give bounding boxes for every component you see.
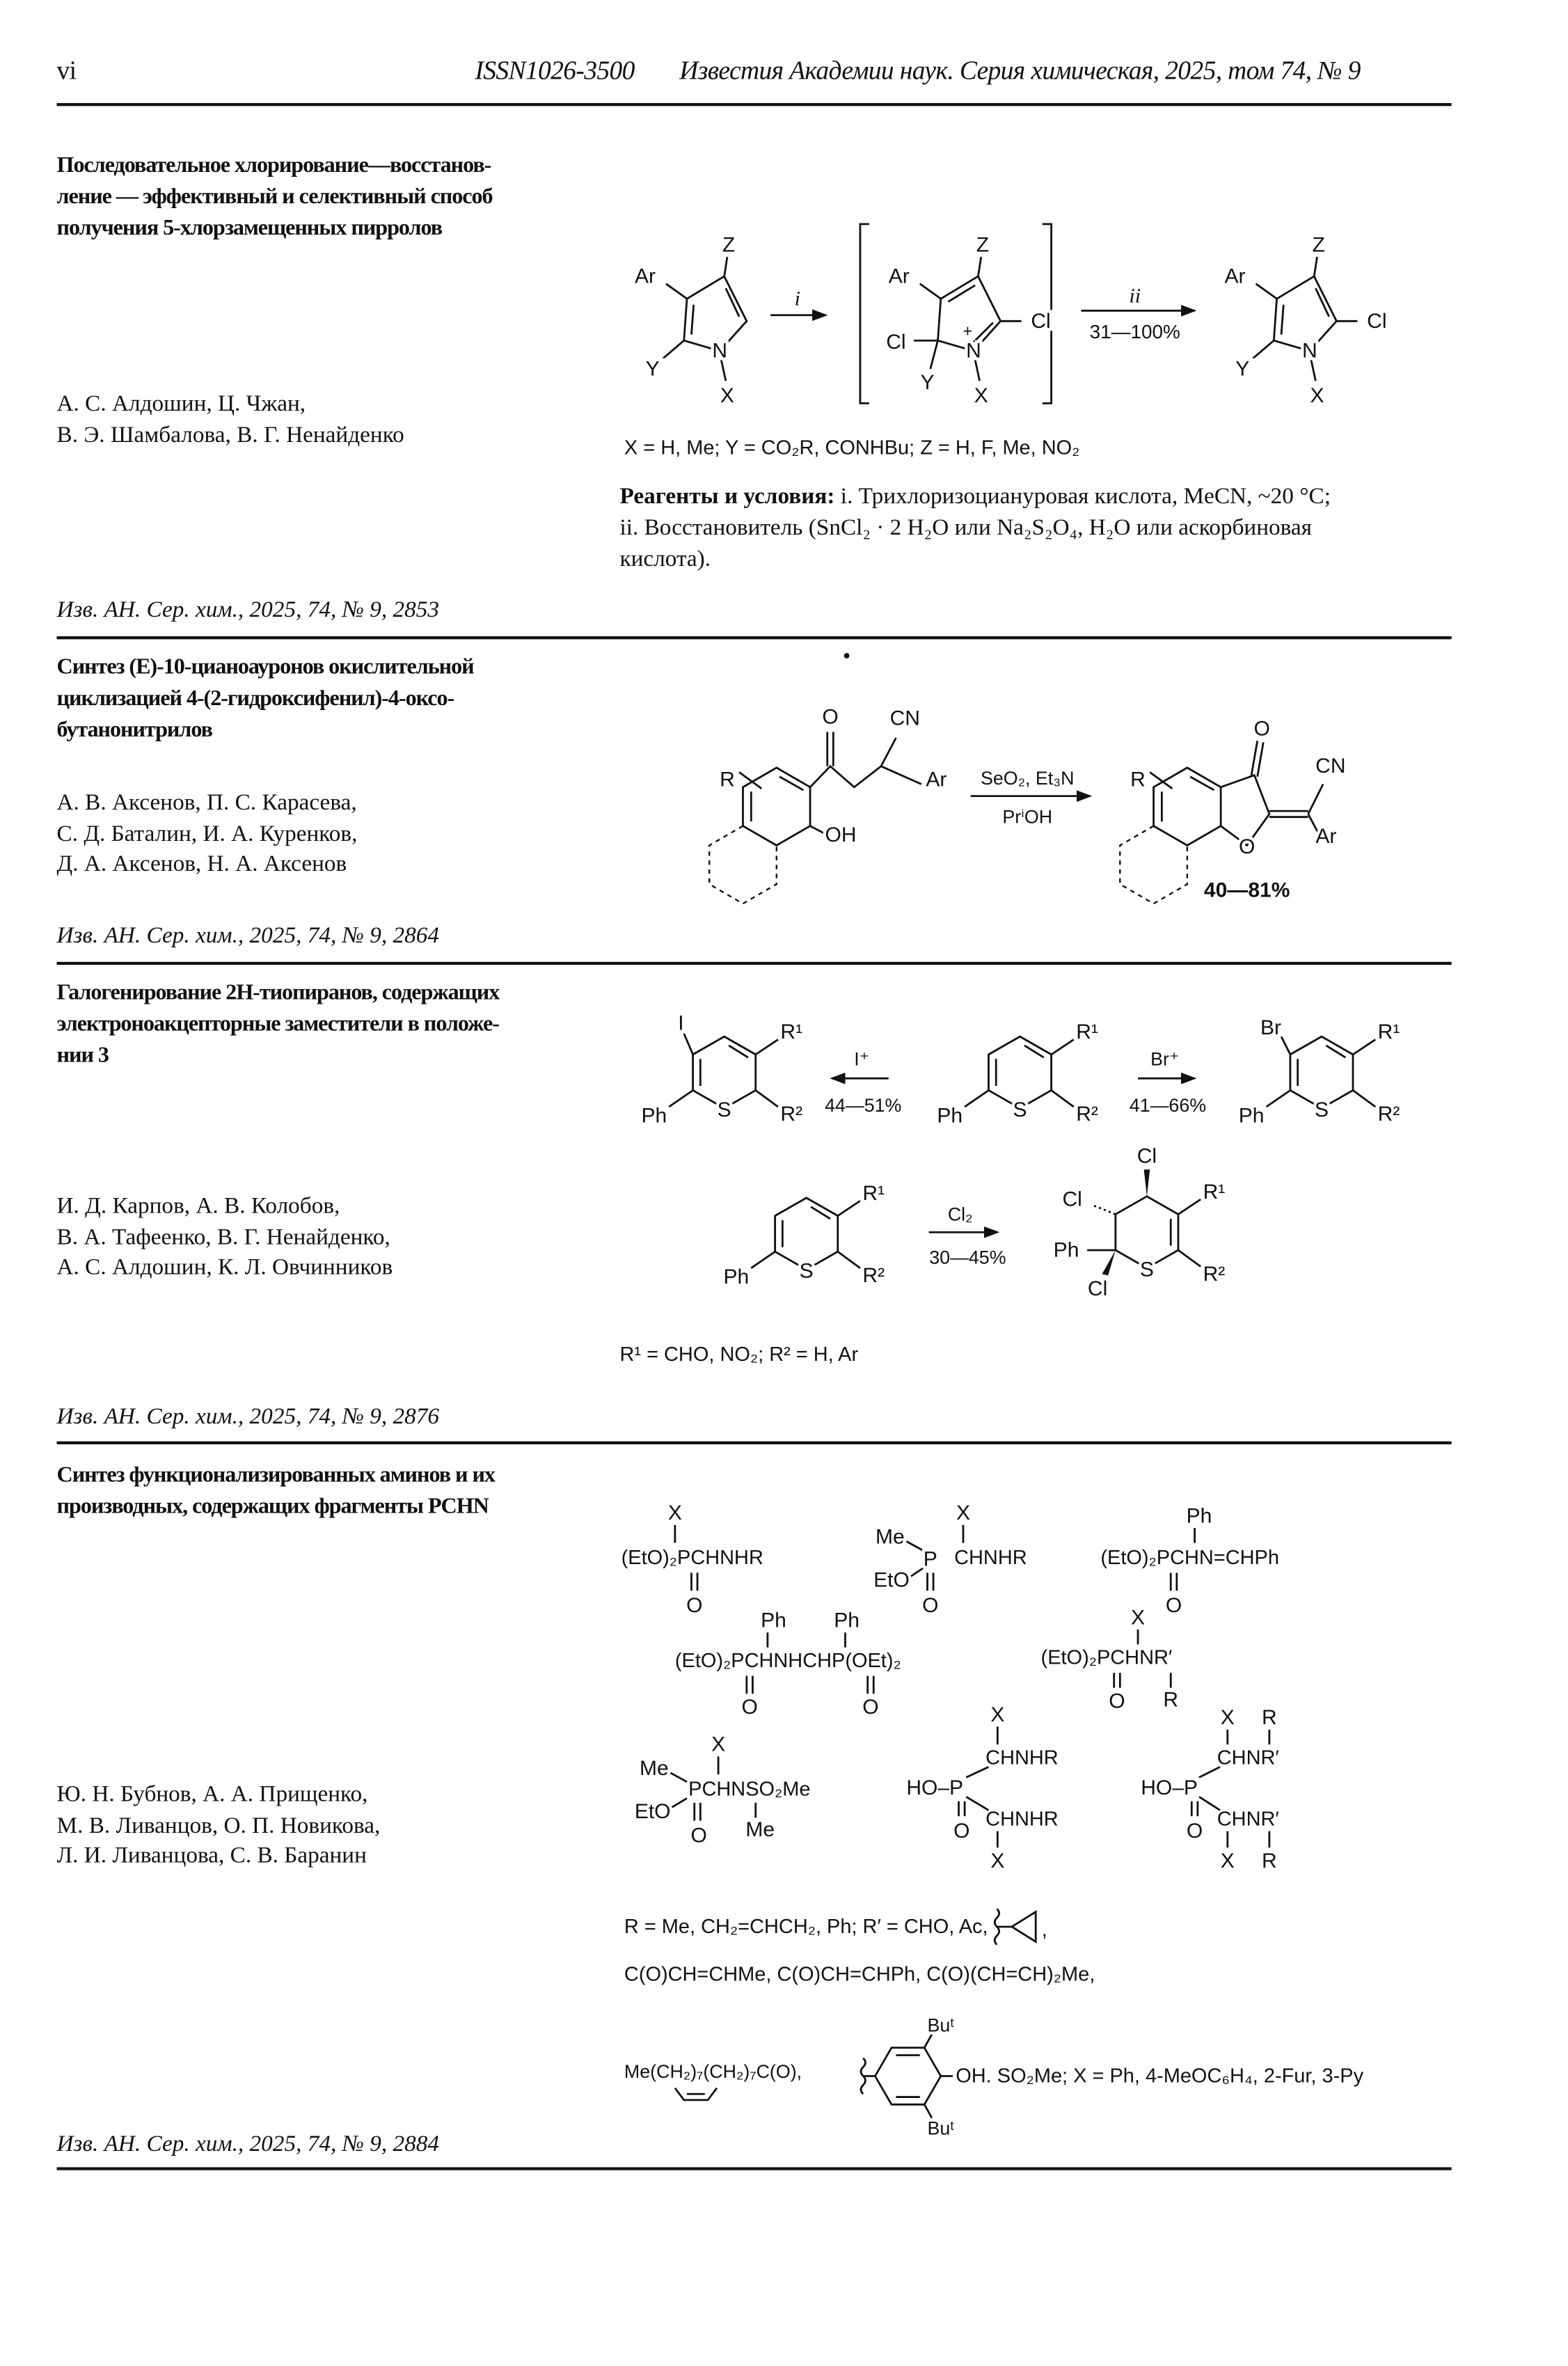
iodination-yield: 44—51% [825, 1094, 902, 1116]
cyclopropyl-icon [1012, 1912, 1036, 1942]
atom-label: X [1310, 384, 1324, 408]
di-tert-butylphenol-fragment [863, 2015, 954, 2139]
title-line: Галогенирование 2H-тиопиранов, содержащих [56, 981, 500, 1006]
atom-label: X [1220, 1706, 1235, 1730]
atom-label: N [1301, 339, 1317, 363]
atom-label: R¹ [862, 1181, 885, 1205]
atom-label: Y [920, 370, 935, 394]
atom-label: X [1131, 1606, 1146, 1630]
atom-label: (EtO)₂PCHNR′ [1040, 1646, 1173, 1669]
oleoyl-definition: Me(CH₂)₇(CH₂)₇C(O), [624, 2061, 802, 2083]
thiopyran-starting-material-2 [723, 1182, 885, 1288]
atom-label: X [974, 384, 988, 408]
atom-label: Ph [834, 1609, 860, 1632]
title-line: Последовательное хлорирование—восстанов- [56, 154, 491, 178]
atom-label: CHNHR [985, 1808, 1059, 1831]
reagent-label: SeO₂, Et₃N [980, 767, 1075, 789]
author-line: Д. А. Аксенов, Н. А. Аксенов [56, 851, 347, 877]
title-line: нии 3 [56, 1043, 109, 1068]
atom-label: Me [875, 1525, 905, 1549]
atom-label: S [1314, 1098, 1329, 1121]
scheme-1-pyrroles [624, 224, 1387, 459]
atom-label: R² [1203, 1262, 1226, 1286]
conditions-text: i. Трихлоризоциануровая кислота, MeCN, ~20 °C; ii. Восстановитель (SnCl₂ · 2 H₂O или Na₂S₂O₄, H₂O или аскорбиновая кислота). [619, 484, 1331, 572]
compound-1 [621, 1501, 763, 1617]
atom-label: O [1238, 835, 1256, 859]
atom-label: Ar [926, 768, 947, 791]
atom-label: EtO [634, 1800, 671, 1824]
compound-3 [1100, 1504, 1279, 1617]
atom-label: Ph [641, 1104, 667, 1128]
atom-label: O [922, 1594, 939, 1618]
solvent-label: PrⁱOH [1002, 806, 1053, 828]
author-line: Ю. Н. Бубнов, А. А. Прищенко, [56, 1781, 368, 1808]
atom-label: R [1163, 1688, 1179, 1712]
atom-label: Cl [1137, 1144, 1157, 1168]
chlorination-reagent: Cl₂ [947, 1204, 973, 1225]
title-line: производных, содержащих фрагменты PCHN [56, 1494, 489, 1520]
atom-label: R [1262, 1850, 1277, 1873]
bromo-thiopyran [1239, 1016, 1400, 1128]
atom-label: Cl [1087, 1277, 1108, 1301]
atom-label: Me [639, 1757, 669, 1781]
atom-label: R¹ [780, 1020, 803, 1044]
atom-label: Ph [723, 1265, 750, 1289]
substituent-definitions-x: OH. SO₂Me; X = Ph, 4-MeOC₆H₄, 2-Fur, 3-Py [956, 2065, 1364, 2088]
atom-label: S [1013, 1098, 1027, 1121]
atom-label: X [1220, 1850, 1235, 1873]
scheme-3-thiopyrans [619, 1011, 1400, 1366]
atom-label: Ar [888, 265, 910, 288]
bracket-left [860, 224, 869, 403]
atom-label: S [717, 1098, 731, 1121]
title-line: Синтез функционализированных аминов и их [56, 1463, 495, 1488]
article-3-citation[interactable]: Изв. АН. Сер. хим., 2025, 74, № 9, 2876 [56, 1403, 440, 1430]
title-line: Синтез (E)-10-цианоауронов окислительной [56, 655, 474, 680]
title-line: бутанонитрилов [56, 718, 212, 743]
atom-label: Y [1235, 357, 1250, 381]
substituent-definitions-r: R = Me, CH₂=CHCH₂, Ph; R′ = CHO, Ac, [624, 1915, 988, 1938]
compound-2 [873, 1501, 1027, 1617]
atom-label: Ar [1315, 825, 1337, 849]
atom-label: R² [862, 1263, 885, 1287]
page-number: vi [56, 55, 77, 86]
atom-label: X [720, 384, 734, 408]
compound-4 [675, 1609, 901, 1719]
iodo-thiopyran [641, 1011, 802, 1127]
atom-label: Ar [634, 265, 656, 288]
atom-label: Y [645, 357, 660, 381]
article-2-citation[interactable]: Изв. АН. Сер. хим., 2025, 74, № 9, 2864 [56, 923, 440, 949]
atom-label: R² [1377, 1103, 1400, 1126]
atom-label: N [712, 339, 728, 363]
article-1-citation[interactable]: Изв. АН. Сер. хим., 2025, 74, № 9, 2853 [56, 597, 440, 623]
atom-label: R¹ [1203, 1180, 1226, 1204]
atom-label: Z [722, 233, 736, 257]
stray-mark [844, 653, 850, 658]
compound-6 [635, 1733, 811, 1847]
atom-label: Ph [1053, 1238, 1079, 1262]
atom-label: CHNR′ [1217, 1746, 1279, 1769]
atom-label: CHNHR [985, 1746, 1059, 1769]
atom-label: Z [976, 233, 990, 257]
atom-label: R¹ [1377, 1020, 1400, 1044]
atom-label: Cl [1062, 1188, 1082, 1211]
atom-label: S [1139, 1258, 1154, 1281]
author-line: Л. И. Ливанцова, С. В. Баранин [56, 1843, 367, 1869]
atom-label: CHNR′ [1217, 1808, 1279, 1831]
atom-label: O [1253, 717, 1270, 741]
author-line: В. Э. Шамбалова, В. Г. Ненайденко [56, 422, 404, 448]
author-line: С. Д. Баталин, И. А. Куренков, [56, 821, 358, 846]
issn: ISSN1026-3500 [475, 55, 635, 86]
atom-label: Br [1260, 1016, 1282, 1039]
author-line: А. С. Алдошин, К. Л. Овчинников [56, 1254, 393, 1280]
thiopyran-starting-material [937, 1020, 1098, 1127]
author-line: М. В. Ливанцов, О. П. Новикова, [56, 1812, 381, 1838]
atom-label: X [956, 1501, 970, 1525]
title-line: циклизацией 4-(2-гидроксифенил)-4-оксо- [56, 687, 454, 711]
cyanoaurone-product [1120, 718, 1345, 904]
author-line: И. Д. Карпов, А. В. Колобов, [56, 1193, 340, 1219]
substituent-definitions: X = H, Me; Y = CO₂R, CONHBu; Z = H, F, Me, NO₂ [624, 436, 1080, 459]
atom-label: HO–P [1141, 1776, 1198, 1799]
atom-label: O [741, 1696, 758, 1719]
atom-label: O [862, 1696, 879, 1719]
atom-label: Cl [1031, 309, 1051, 333]
atom-label: O [822, 705, 839, 729]
author-line: В. А. Тафеенко, В. Г. Ненайденко, [56, 1224, 390, 1249]
atom-label: O [690, 1824, 707, 1847]
atom-label: Buᵗ [927, 2117, 955, 2139]
atom-label: CHNHR [954, 1546, 1027, 1569]
atom-label: N [966, 339, 981, 363]
atom-label: R² [1076, 1103, 1098, 1126]
atom-label: HO–P [906, 1776, 964, 1799]
compound-7 [906, 1703, 1058, 1872]
atom-label: X [990, 1850, 1005, 1873]
step-i-label: i [794, 287, 800, 310]
atom-label: R [1130, 768, 1146, 791]
hydroxyphenyl-oxobutanenitrile [709, 705, 947, 904]
atom-label: R² [780, 1103, 803, 1126]
atom-label: + [963, 322, 973, 341]
scheme-2-aurones [709, 653, 1345, 904]
title-line: получения 5-хлорзамещенных пирролов [56, 216, 443, 241]
bromination-yield: 41—66% [1129, 1094, 1207, 1116]
atom-label: (EtO)₂PCHN=CHPh [1100, 1546, 1279, 1569]
atom-label: R [720, 768, 735, 791]
atom-label: EtO [873, 1568, 910, 1592]
atom-label: Me [745, 1817, 775, 1841]
substituent-definitions: R¹ = CHO, NO₂; R² = H, Ar [619, 1343, 859, 1366]
atom-label: Ph [1186, 1504, 1212, 1528]
atom-label: Cl [886, 330, 906, 354]
atom-label: R [1262, 1706, 1277, 1730]
chloropyrrole-product [1224, 233, 1386, 407]
atom-label: I [678, 1011, 684, 1035]
iodination-reagent: I⁺ [854, 1048, 869, 1070]
atom-label: (EtO)₂PCHNHCHP(OEt)₂ [674, 1650, 901, 1673]
atom-label: Z [1312, 233, 1325, 257]
atom-label: O [953, 1820, 970, 1843]
bromination-reagent: Br⁺ [1150, 1048, 1180, 1070]
atom-label: Cl [1367, 309, 1387, 333]
chlorinated-intermediate [886, 233, 1050, 407]
compound-5 [1041, 1606, 1179, 1712]
author-line: А. С. Алдошин, Ц. Чжан, [56, 391, 306, 417]
yield-label: 31—100% [1089, 320, 1180, 342]
atom-label: O [1165, 1594, 1182, 1618]
atom-label: Buᵗ [927, 2014, 955, 2036]
author-line: А. В. Аксенов, П. С. Карасева, [56, 790, 357, 816]
atom-label: O [686, 1594, 703, 1618]
def-comma: , [1041, 1918, 1047, 1941]
atom-label: X [711, 1733, 726, 1756]
pyrrole-starting-material [635, 233, 747, 407]
atom-label: Ph [761, 1609, 786, 1632]
scheme-4-pchn-compounds [621, 1501, 1364, 2139]
atom-label: Ar [1224, 265, 1246, 288]
atom-label: OH [825, 823, 857, 846]
atom-label: PCHNSO₂Me [688, 1778, 811, 1801]
atom-label: Ph [937, 1104, 963, 1128]
phenol-and-x-definitions [861, 2015, 1364, 2139]
substituent-definitions-acyl: C(O)CH=CHMe, C(O)CH=CHPh, C(O)(CH=CH)₂Me, [624, 1963, 1095, 1986]
conditions-label: Реагенты и условия: [619, 484, 835, 510]
atom-label: X [667, 1501, 682, 1525]
atom-label: Ph [1238, 1104, 1265, 1128]
cyclopropyl-substituent [995, 1909, 1047, 1944]
yield-label: 40—81% [1203, 878, 1290, 902]
atom-label: R¹ [1076, 1020, 1098, 1044]
atom-label: CN [1315, 755, 1346, 778]
atom-label: P [923, 1547, 937, 1571]
atom-label: X [990, 1703, 1005, 1726]
journal-title: Известия Академии наук. Серия химическая, 2025, том 74, № 9 [679, 55, 1361, 86]
atom-label: O [1186, 1820, 1203, 1843]
atom-label: S [799, 1259, 814, 1283]
article-4-citation[interactable]: Изв. АН. Сер. хим., 2025, 74, № 9, 2884 [56, 2131, 440, 2157]
step-ii-label: ii [1129, 284, 1141, 308]
chlorination-yield: 30—45% [929, 1247, 1006, 1268]
atom-label: (EtO)₂PCHNHR [621, 1546, 763, 1569]
atom-label: O [1109, 1689, 1125, 1713]
title-line: электроноакцепторные заместители в положе- [56, 1012, 499, 1037]
title-line: ление — эффективный и селективный способ [56, 185, 493, 210]
compound-8 [1141, 1706, 1279, 1872]
trichloro-thiopyran [1054, 1144, 1226, 1300]
atom-label: CN [889, 707, 920, 730]
